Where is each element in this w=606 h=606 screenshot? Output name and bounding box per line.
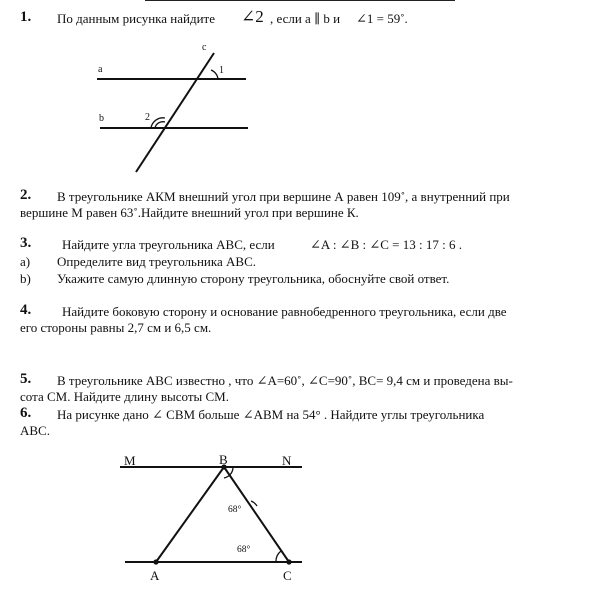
- problem-4-number: 4.: [20, 302, 32, 318]
- label-N: N: [282, 453, 292, 468]
- label-C: C: [283, 568, 292, 583]
- problem-2-line2: вершине М равен 63˚.Найдите внешний угол при вершине К.: [20, 205, 359, 220]
- label-angle-1: 1: [219, 65, 224, 76]
- problem-6-line1: На рисунке дано ∠ CBM больше ∠ABM на 54° . Найдите углы треугольника: [57, 407, 485, 422]
- problem-3-text: Найдите угла треугольника АВС, если: [62, 237, 275, 252]
- label-angle-68-lower: 68°: [237, 545, 251, 555]
- side-BA: [156, 467, 224, 562]
- problem-4-line1: Найдите боковую сторону и основание равнобедренного треугольника, если две: [62, 304, 507, 319]
- problem-1-angle1: ∠1 = 59˚.: [356, 11, 408, 26]
- problem-1-condition: , если a ∥ b и: [270, 11, 341, 26]
- problem-3-a-text: Определите вид треугольника АВС.: [57, 254, 257, 269]
- problem-1-text: По данным рисунка найдите: [57, 11, 216, 26]
- problem-6-number: 6.: [20, 405, 32, 421]
- angle-B-arc: [251, 501, 257, 506]
- problem-3-b-text: Укажите самую длинную сторону треугольника, обоснуйте свой ответ.: [57, 271, 450, 286]
- problem-3-a-label: a): [20, 254, 31, 269]
- problem-2-line1: В треугольнике АКМ внешний угол при вершине А равен 109˚, а внутренний при: [57, 189, 510, 204]
- label-b: b: [99, 113, 104, 124]
- point-A: [153, 559, 158, 564]
- problem-6-line2: АВС.: [20, 423, 50, 438]
- label-B: B: [219, 452, 228, 467]
- label-angle-2: 2: [145, 112, 150, 123]
- angle-1-arc: [211, 70, 218, 79]
- label-a: a: [98, 64, 103, 75]
- problem-2-number: 2.: [20, 187, 32, 203]
- problem-4-line2: его стороны равны 2,7 см и 6,5 см.: [20, 320, 212, 335]
- problem-5-line1: В треугольнике АВС известно , что ∠A=60˚, ∠C=90˚, ВС= 9,4 см и проведена вы-: [57, 373, 513, 388]
- point-C: [286, 559, 291, 564]
- problem-3-number: 3.: [20, 235, 32, 251]
- problem-3-b-label: b): [20, 271, 31, 286]
- angle-C-arc: [276, 551, 281, 562]
- problem-3-ratio: ∠A : ∠B : ∠C = 13 : 17 : 6 .: [310, 237, 462, 252]
- problem-1-number: 1.: [20, 9, 32, 25]
- label-A: A: [150, 568, 160, 583]
- problem-5-line2: сота СМ. Найдите длину высоты СМ.: [20, 389, 229, 404]
- label-M: M: [124, 453, 136, 468]
- problem-1-angle2: ∠2: [241, 7, 264, 26]
- label-angle-68-upper: 68°: [228, 505, 242, 515]
- label-c: c: [202, 42, 207, 53]
- problem-5-number: 5.: [20, 371, 32, 387]
